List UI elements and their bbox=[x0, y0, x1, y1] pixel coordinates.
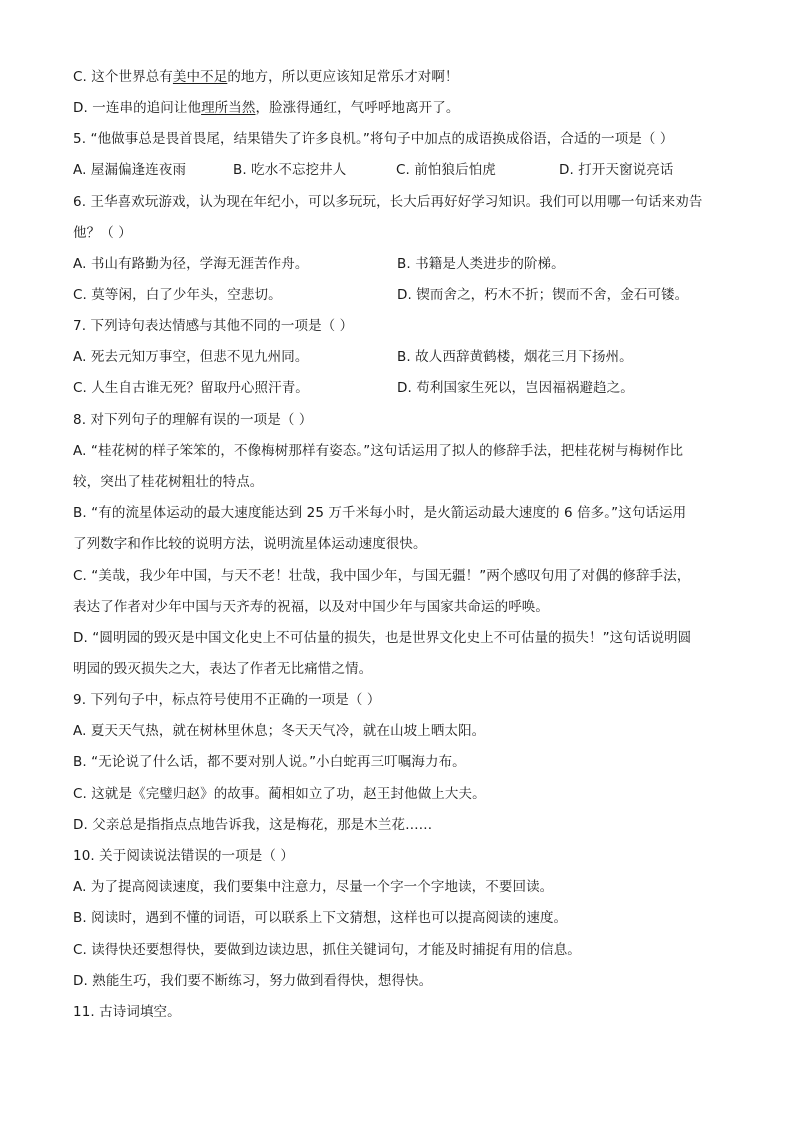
q6-stem-line1: 6. 王华喜欢玩游戏，认为现在年纪小，可以多玩玩，长大后再好好学习知识。我们可以用哪一句话来劝告 bbox=[73, 194, 703, 210]
q6-option-b: B. 书籍是人类进步的阶梯。 bbox=[397, 256, 565, 272]
q6-options-row1 bbox=[73, 254, 734, 274]
q8-option-a-line2: 较，突出了桂花树粗壮的特点。 bbox=[73, 474, 264, 490]
q7-options-row2 bbox=[73, 378, 734, 398]
q7-stem: 7. 下列诗句表达情感与其他不同的一项是（ ） bbox=[73, 318, 354, 334]
q10-stem: 10. 关于阅读说法错误的一项是（ ） bbox=[73, 848, 294, 864]
q6-option-d: D. 锲而舍之，朽木不折；锲而不舍，金石可镂。 bbox=[397, 287, 689, 303]
q7-option-b: B. 故人西辞黄鹤楼，烟花三月下扬州。 bbox=[397, 349, 633, 365]
q4-option-c: C. 这个世界总有美中不足的地方，所以更应该知足常乐才对啊！ bbox=[73, 69, 459, 85]
q4-option-d: D. 一连串的追问让他理所当然，脸涨得通红，气呼呼地离开了。 bbox=[73, 100, 460, 116]
q5-option-a: A. 屋漏偏逢连夜雨 bbox=[73, 162, 187, 178]
q8-option-c-line1: C. “美哉，我少年中国，与天不老！壮哉，我中国少年，与国无疆！”两个感叹句用了对偶的修辞手法， bbox=[73, 568, 691, 584]
q6-option-c: C. 莫等闲，白了少年头，空悲切。 bbox=[73, 287, 282, 303]
q6-option-a: A. 书山有路勤为径，学海无涯苦作舟。 bbox=[73, 256, 309, 272]
q10-option-c: C. 读得快还要想得快，要做到边读边思，抓住关键词句，才能及时捕捉有用的信息。 bbox=[73, 942, 581, 958]
q7-option-c: C. 人生自古谁无死？留取丹心照汗青。 bbox=[73, 380, 309, 396]
q10-option-b: B. 阅读时，遇到不懂的词语，可以联系上下文猜想，这样也可以提高阅读的速度。 bbox=[73, 910, 568, 926]
q10-option-a: A. 为了提高阅读速度，我们要集中注意力，尽量一个字一个字地读，不要回读。 bbox=[73, 879, 554, 895]
q6-options-row2 bbox=[73, 285, 734, 305]
q8-option-a-line1: A. “桂花树的样子笨笨的，不像梅树那样有姿态。”这句话运用了拟人的修辞手法，把桂花树与梅树作比 bbox=[73, 443, 684, 459]
underlined-idiom: 理所当然 bbox=[201, 100, 256, 116]
q9-option-d: D. 父亲总是指指点点地告诉我，这是梅花，那是木兰花…… bbox=[73, 817, 433, 833]
q7-options-row1 bbox=[73, 347, 734, 367]
q6-stem-line2: 他？（ ） bbox=[73, 225, 132, 241]
q9-option-b: B. “无论说了什么话，都不要对别人说。”小白蛇再三叮嘱海力布。 bbox=[73, 754, 466, 770]
q9-option-a: A. 夏天天气热，就在树林里休息；冬天天气冷，就在山坡上晒太阳。 bbox=[73, 723, 486, 739]
q7-option-d: D. 苟利国家生死以，岂因福祸避趋之。 bbox=[397, 380, 634, 396]
q5-option-b: B. 吃水不忘挖井人 bbox=[233, 162, 347, 178]
q9-stem: 9. 下列句子中，标点符号使用不正确的一项是（ ） bbox=[73, 692, 381, 708]
q5-option-d: D. 打开天窗说亮话 bbox=[559, 162, 674, 178]
q8-option-b-line2: 了列数字和作比较的说明方法，说明流星体运动速度很快。 bbox=[73, 536, 427, 552]
q8-option-d-line1: D. “圆明园的毁灭是中国文化史上不可估量的损失，也是世界文化史上不可估量的损失！”这句话说明圆 bbox=[73, 630, 692, 646]
q10-option-d: D. 熟能生巧，我们要不断练习，努力做到看得快，想得快。 bbox=[73, 973, 433, 989]
q8-option-b-line1: B. “有的流星体运动的最大速度能达到 25 万千米每小时，是火箭运动最大速度的 6 倍多。”这句话运用 bbox=[73, 505, 687, 521]
q8-stem: 8. 对下列句子的理解有误的一项是（ ） bbox=[73, 412, 313, 428]
q11-stem: 11. 古诗词填空。 bbox=[73, 1004, 181, 1020]
q9-option-c: C. 这就是《完璧归赵》的故事。蔺相如立了功，赵王封他做上大夫。 bbox=[73, 786, 486, 802]
q5-option-c: C. 前怕狼后怕虎 bbox=[396, 162, 496, 178]
underlined-idiom: 美中不足 bbox=[172, 69, 228, 85]
q8-option-c-line2: 表达了作者对少年中国与天齐寿的祝福，以及对中国少年与国家共命运的呼唤。 bbox=[73, 599, 549, 615]
q7-option-a: A. 死去元知万事空，但悲不见九州同。 bbox=[73, 349, 309, 365]
q5-options bbox=[73, 160, 734, 180]
q5-stem: 5. “他做事总是畏首畏尾，结果错失了许多良机。”将句子中加点的成语换成俗语，合适的一项是（ ） bbox=[73, 131, 674, 147]
q8-option-d-line2: 明园的毁灭损失之大，表达了作者无比痛惜之情。 bbox=[73, 661, 373, 677]
